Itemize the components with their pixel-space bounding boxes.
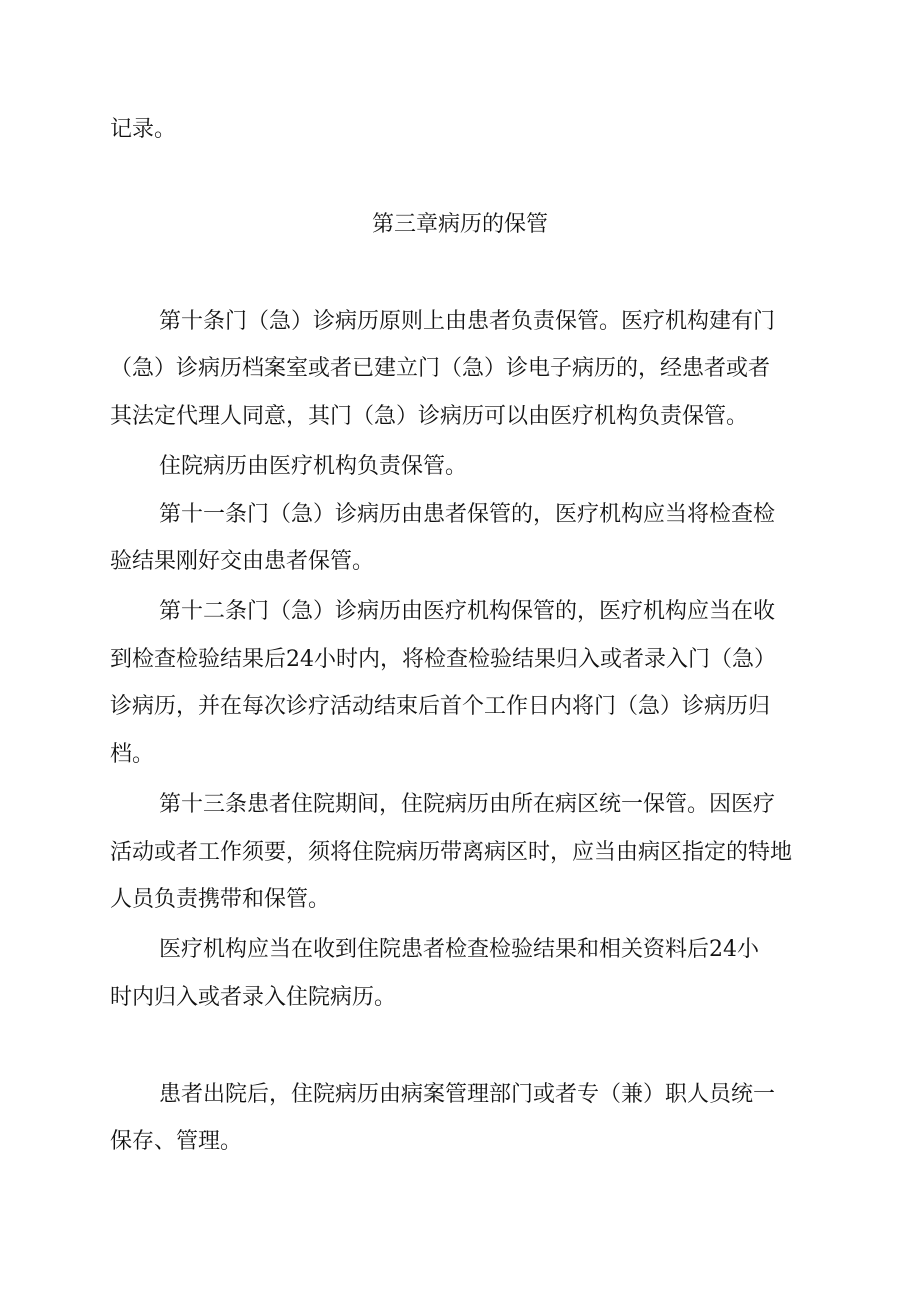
text-line: 第十一条门（急）诊病历由患者保管的，医疗机构应当将检查检 [159,502,776,527]
chapter-title: 第三章病历的保管 [371,212,548,237]
text-line: 第十二条门（急）诊病历由医疗机构保管的，医疗机构应当在收 [159,599,776,624]
text-line: 活动或者工作须要，须将住院病历带离病区时，应当由病区指定的特地 [110,840,793,865]
text-line: 保存、管理。 [110,1129,243,1154]
text-line: 其法定代理人同意，其门（急）诊病历可以由医疗机构负责保管。 [110,404,749,429]
text-line: 住院病历由医疗机构负责保管。 [159,454,468,479]
text-line: 医疗机构应当在收到住院患者检查检验结果和相关资料后24小 [159,937,759,962]
text-line: 第十条门（急）诊病历原则上由患者负责保管。医疗机构建有门 [159,309,776,334]
text-line: 患者出院后，住院病历由病案管理部门或者专（兼）职人员统一 [159,1082,776,1107]
text-line: 到检查检验结果后24小时内，将检查检验结果归入或者录入门（急） [110,647,776,672]
text-line: 人员负责携带和保管。 [110,887,331,912]
text-line: 验结果刚好交由患者保管。 [110,549,375,574]
text-line: （急）诊病历档案室或者已建立门（急）诊电子病历的，经患者或者 [110,356,771,381]
text-line: 记录。 [110,117,177,142]
text-line: 档。 [110,742,155,767]
text-line: 时内归入或者录入住院病历。 [110,985,397,1010]
text-line: 第十三条患者住院期间，住院病历由所在病区统一保管。因医疗 [159,792,776,817]
text-line: 诊病历，并在每次诊疗活动结束后首个工作日内将门（急）诊病历归 [110,694,771,719]
